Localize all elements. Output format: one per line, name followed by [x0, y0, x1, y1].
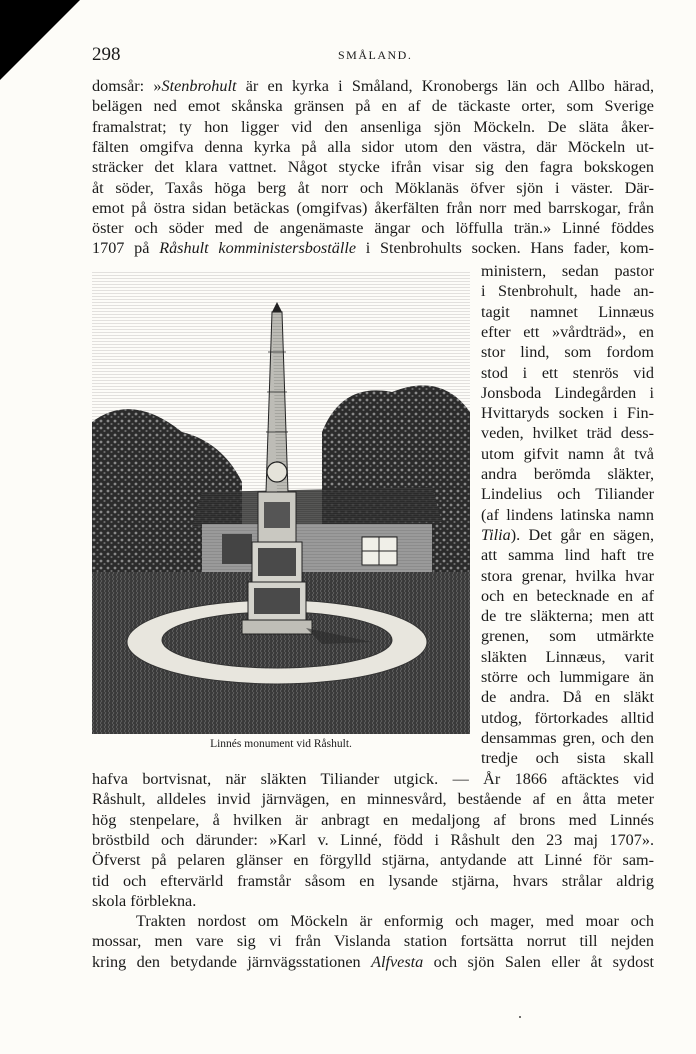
text-line	[481, 464, 654, 484]
text-line	[92, 96, 654, 116]
text-segment: framalstrat; ty hon ligger vid den ansenliga sjön Möckeln. De släta åker-	[92, 117, 654, 136]
text-segment: kring den betydande järnvägsstationen	[92, 952, 372, 971]
text-segment: de tre släkterna; men att	[481, 607, 654, 626]
text-line	[481, 626, 654, 646]
scan-corner-shadow	[0, 0, 80, 80]
text-segment: andra berömda släkter,	[481, 465, 654, 483]
medallion-icon	[267, 462, 287, 482]
text-line	[481, 261, 654, 281]
text-line	[481, 383, 654, 403]
text-segment: i Stenbrohults socken. Hans fader, kom-	[356, 239, 654, 258]
text-segment: tid och eftervärld framstår såsom en lysande stjärna, hvars strålar aldrig	[92, 871, 654, 890]
text-line	[92, 76, 654, 96]
text-line	[92, 871, 654, 891]
text-segment: ministern, sedan pastor	[481, 262, 654, 280]
text-line	[481, 586, 654, 606]
text-line	[92, 238, 654, 258]
text-segment: mossar, men vare sig vi från Vislanda station fortsätta norrut till nejden	[92, 932, 654, 951]
text-segment: Jonsboda Lindegården i	[481, 383, 654, 402]
text-segment: tagit namnet Linnæus	[481, 302, 654, 321]
text-segment: stora grenar, hvilka hvar	[481, 566, 654, 585]
text-segment: stor lind, som fordom	[481, 343, 654, 362]
text-line	[92, 157, 654, 177]
text-segment: belägen ned emot skånska gränsen på en af de täckaste orter, som Sverige	[92, 97, 654, 116]
italic-phrase: Råshult komministersboställe	[159, 239, 356, 258]
text-line	[481, 302, 654, 322]
text-line	[92, 789, 654, 809]
text-segment: veden, hvilket träd dess-	[481, 424, 654, 443]
text-line	[481, 667, 654, 687]
text-segment: sträcker det klara vattnet. Något stycke ifrån visar sig den fagra bokskogen	[92, 158, 654, 177]
text-line	[92, 117, 654, 137]
text-line	[92, 769, 654, 789]
text-segment: grenen, som utmärkte	[481, 627, 654, 646]
text-line	[481, 728, 654, 748]
text-segment: de andra. Då en släkt	[481, 688, 654, 707]
text-line	[92, 198, 654, 218]
text-segment: att samma lind haft tre	[481, 546, 654, 565]
text-line	[481, 342, 654, 362]
text-segment: släkten Linnæus, varit	[481, 647, 654, 666]
text-line	[92, 178, 654, 198]
text-segment: Råshult, alldeles invid järnvägen, en minnesvård, bestående af en åtta meter	[92, 790, 654, 809]
text-segment: Lindelius och Tiliander	[481, 485, 654, 504]
italic-phrase: Tilia	[481, 525, 511, 544]
text-line	[481, 748, 654, 768]
text-segment: utom gifvit namn åt två	[481, 444, 654, 463]
text-segment: hög stenpelare, å hvilken är anbragt en medaljong af brons med Linnés	[92, 810, 654, 829]
text-segment: skola förblekna.	[92, 891, 197, 910]
text-segment: större och lummigare än	[481, 668, 654, 686]
italic-phrase: Alfvesta	[371, 952, 424, 971]
text-segment: öster och söder med de angenämaste ängar och löffulla trän.» Linné föddes	[92, 219, 654, 238]
text-line	[481, 444, 654, 464]
text-line	[92, 952, 654, 972]
text-line	[481, 687, 654, 707]
text-line	[481, 525, 654, 545]
text-segment: tredje och sista skall	[481, 749, 654, 768]
speck	[519, 1016, 521, 1018]
monument-figure	[92, 272, 470, 750]
text-line	[481, 708, 654, 728]
text-segment: Hvittaryds socken i Fin-	[481, 404, 654, 423]
text-line	[481, 566, 654, 586]
text-segment: 1707 på	[92, 239, 160, 258]
text-line	[481, 545, 654, 565]
text-line	[92, 810, 654, 830]
text-line	[481, 423, 654, 443]
text-line	[481, 505, 654, 525]
page-number: 298	[92, 44, 121, 65]
text-segment: bröstbild och därunder: »Karl v. Linné, född i Råshult den 23 maj 1707».	[92, 830, 654, 849]
text-line	[92, 830, 654, 850]
text-line	[481, 484, 654, 504]
italic-phrase: Stenbrohult	[161, 77, 237, 95]
text-line	[92, 137, 654, 157]
text-line	[481, 403, 654, 423]
text-segment: är en kyrka i Småland, Kronobergs län och Allbo härad,	[236, 77, 655, 95]
text-line	[92, 931, 654, 951]
text-segment: ). Det går en sägen,	[510, 525, 654, 544]
running-title: SMÅLAND.	[338, 48, 413, 62]
text-segment: utdog, förtorkades alltid	[481, 708, 654, 727]
text-segment: fälten omgifva denna kyrka på alla sidor utom den västra, där Möckeln ut-	[92, 137, 654, 156]
text-line	[92, 218, 654, 238]
figure-caption: Linnés monument vid Råshult.	[210, 738, 352, 750]
text-segment: och sjön Salen eller åt sydost	[423, 952, 655, 971]
text-line	[481, 281, 654, 301]
monument-engraving	[92, 272, 470, 734]
text-segment: i Stenbrohult, hade an-	[481, 282, 654, 301]
text-segment: emot på östra sidan betäckas (omgifvas) åkerfälten från norr med barrskogar, från	[92, 198, 654, 217]
text-segment: domsår: »	[92, 77, 162, 95]
text-segment: Trakten nordost om Möckeln är enformig och mager, med moar och	[136, 912, 654, 931]
text-line	[92, 891, 654, 911]
text-segment: stod i ett stenrös vid	[481, 363, 654, 382]
text-line	[481, 322, 654, 342]
text-line	[481, 363, 654, 383]
text-segment: densammas gren, och den	[481, 728, 654, 747]
text-line	[92, 911, 654, 931]
text-segment: hafva bortvisnat, när släkten Tiliander utgick. — År 1866 aftäcktes vid	[92, 770, 654, 788]
text-line	[481, 647, 654, 667]
text-segment: (af lindens latinska namn	[481, 505, 654, 524]
text-segment: åt söder, Taxås höga berg åt norr och Möklanäs öfver sjön i väster. Där-	[92, 178, 654, 197]
text-segment: och en betecknade en af	[481, 586, 654, 605]
text-segment: Öfverst på pelaren glänser en förgylld stjärna, antydande att Linné för sam-	[92, 851, 654, 870]
text-line	[92, 850, 654, 870]
text-line	[481, 606, 654, 626]
text-segment: efter ett »vårdträd», en	[481, 322, 654, 341]
